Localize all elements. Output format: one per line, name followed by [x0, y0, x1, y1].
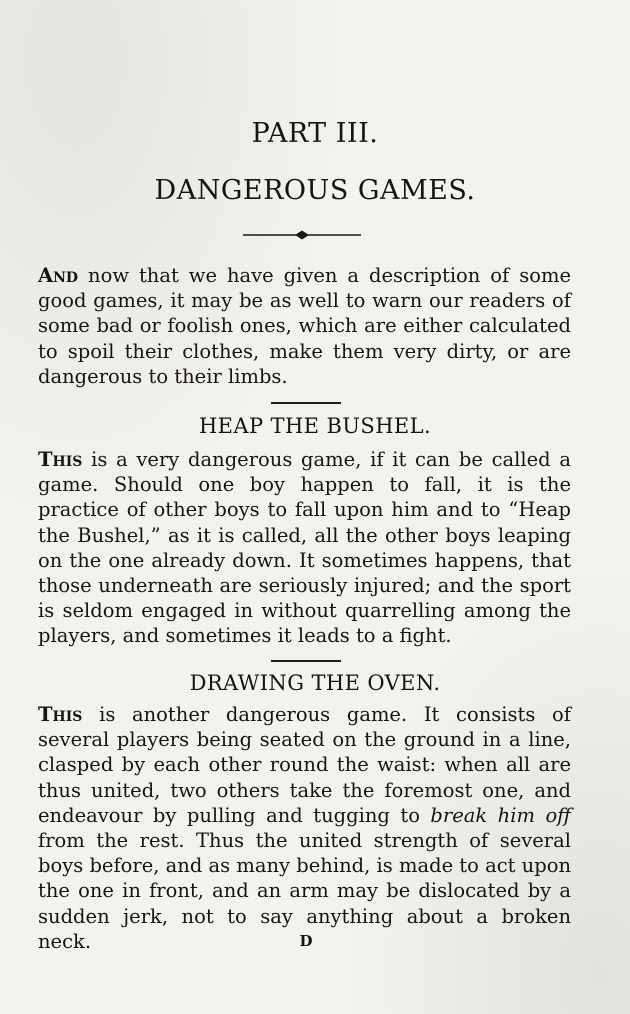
section-title: DANGEROUS GAMES.: [154, 175, 476, 206]
heap-lead-word: This: [38, 448, 83, 471]
oven-text-a: is another dangerous game. It consists of several players being seated on the ground in a line, clasped by each other round the waist: when all are thus united, two others take the foremost one, and endeavour by pulling and tugging to: [38, 703, 571, 827]
oven-lead-word: This: [38, 703, 83, 726]
heap-heading: HEAP THE BUSHEL.: [198, 414, 432, 438]
section-rule: [271, 402, 341, 404]
oven-text-b: from the rest. Thus the united strength of several boys before, and as many behind, is made to act upon the one in front, and an arm may be dislocated by a sudden jerk, not to say anything about a broken neck.: [38, 829, 572, 953]
intro-text: now that we have given a description of some good games, it may be as well to warn our readers of some bad or foolish ones, which are either calculated to spoil their clothes, make them very dirty, or are dangerous to their limbs.: [38, 264, 571, 388]
section-rule: [271, 660, 341, 662]
oven-heading: DRAWING THE OVEN.: [189, 671, 441, 695]
heap-paragraph: [38, 447, 571, 649]
heap-text: is a very dangerous game, if it can be called a game. Should one boy happen to fall, it is the practice of other boys to fall upon him and to “Heap the Bushel,” as it is called, all the other boys leaping on the one already down. It sometimes happens, that those underneath are seriously injured; and the sport is seldom engaged in without quarrelling among the players, and sometimes it leads to a fight.: [38, 448, 571, 648]
ornament-divider-icon: [243, 228, 361, 242]
intro-lead-word: And: [38, 264, 79, 287]
signature-mark: D: [299, 932, 313, 950]
oven-paragraph: [38, 702, 571, 954]
part-title: PART III.: [251, 118, 379, 149]
oven-emphasis: break him off: [430, 803, 572, 827]
intro-paragraph: [38, 263, 571, 389]
